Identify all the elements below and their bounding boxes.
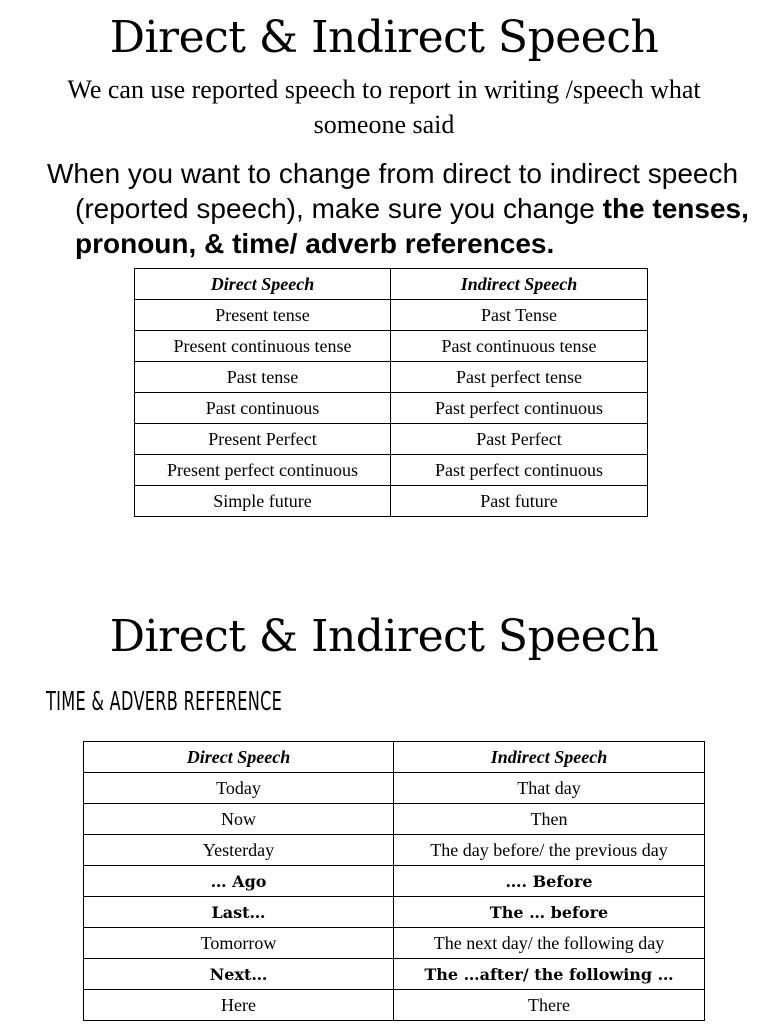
indirect-cell: Past future [391, 486, 648, 517]
tense-table [134, 268, 648, 517]
body-text-bold: the tenses, pronoun, & time/ adverb references. [75, 193, 749, 259]
direct-cell: Now [84, 804, 394, 835]
direct-cell: Simple future [135, 486, 391, 517]
indirect-cell: There [394, 990, 705, 1021]
body-text-plain: When you want to change from direct to indirect speech (reported speech), make sure you change [47, 158, 739, 224]
indirect-cell: The … before [394, 897, 705, 928]
direct-cell: Present continuous tense [135, 331, 391, 362]
indirect-cell: That day [394, 773, 705, 804]
table-row [84, 959, 705, 990]
direct-cell: Past continuous [135, 393, 391, 424]
indirect-cell: Past continuous tense [391, 331, 648, 362]
table-row [135, 331, 648, 362]
indirect-cell: Past perfect tense [391, 362, 648, 393]
time-adverb-table [83, 741, 705, 1021]
time-table-header-row [84, 742, 705, 773]
indirect-cell: Past perfect continuous [391, 455, 648, 486]
tense-table-header-direct: Direct Speech [135, 269, 391, 300]
table-row [84, 897, 705, 928]
slide2-title: Direct & Indirect Speech [109, 611, 659, 662]
table-row [84, 804, 705, 835]
table-row [135, 424, 648, 455]
direct-cell: Last… [84, 897, 394, 928]
indirect-cell: …. Before [394, 866, 705, 897]
tense-table-header-indirect: Indirect Speech [391, 269, 648, 300]
indirect-cell: The …after/ the following … [394, 959, 705, 990]
indirect-cell: The day before/ the previous day [394, 835, 705, 866]
section-heading: TIME & ADVERB REFERENCE [46, 687, 283, 717]
direct-cell: Tomorrow [84, 928, 394, 959]
table-row [84, 990, 705, 1021]
table-row [135, 455, 648, 486]
time-table-header-indirect: Indirect Speech [394, 742, 705, 773]
table-row [84, 773, 705, 804]
time-table-header-direct: Direct Speech [84, 742, 394, 773]
indirect-cell: Past Perfect [391, 424, 648, 455]
direct-cell: Present perfect continuous [135, 455, 391, 486]
direct-cell: Yesterday [84, 835, 394, 866]
table-row [135, 362, 648, 393]
direct-cell: Here [84, 990, 394, 1021]
slide1-title: Direct & Indirect Speech [109, 12, 659, 63]
table-row [135, 486, 648, 517]
direct-cell: … Ago [84, 866, 394, 897]
direct-cell: Present tense [135, 300, 391, 331]
table-row [84, 928, 705, 959]
table-row [135, 300, 648, 331]
indirect-cell: The next day/ the following day [394, 928, 705, 959]
table-row [84, 866, 705, 897]
slide1-body-text [47, 156, 755, 261]
direct-cell: Next… [84, 959, 394, 990]
indirect-cell: Past perfect continuous [391, 393, 648, 424]
table-row [84, 835, 705, 866]
slide1-subtitle: We can use reported speech to report in writing /speech what someone said [67, 75, 701, 139]
tense-table-header-row [135, 269, 648, 300]
direct-cell: Today [84, 773, 394, 804]
indirect-cell: Then [394, 804, 705, 835]
direct-cell: Past tense [135, 362, 391, 393]
direct-cell: Present Perfect [135, 424, 391, 455]
table-row [135, 393, 648, 424]
indirect-cell: Past Tense [391, 300, 648, 331]
